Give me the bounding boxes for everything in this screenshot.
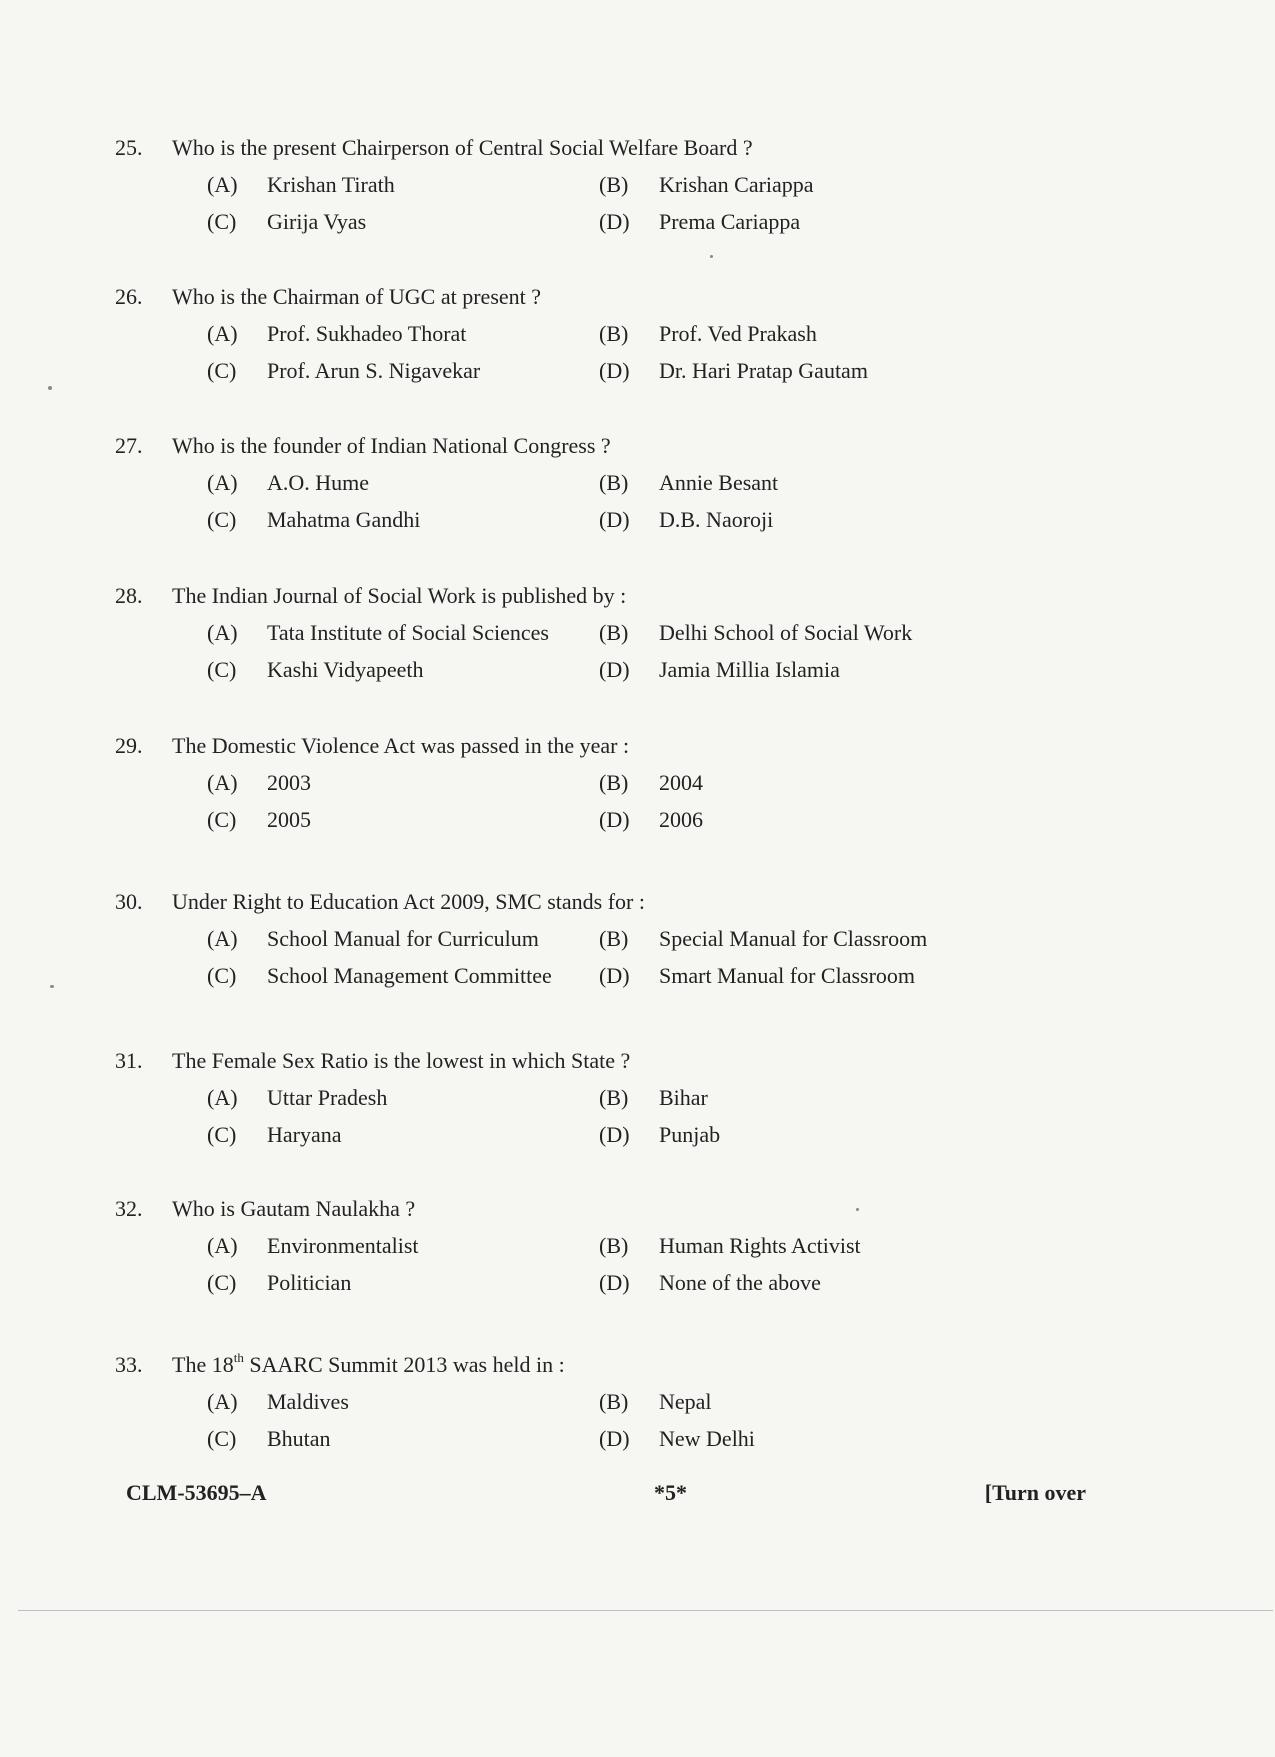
option-d: (D) Punjab <box>599 1122 721 1147</box>
question-33 <box>115 1346 1115 1457</box>
option-d: (D) None of the above <box>599 1270 821 1295</box>
question-number: 30. <box>115 889 143 914</box>
option-a: (A) 2003 <box>207 770 311 795</box>
question-number: 29. <box>115 733 143 758</box>
question-29 <box>115 727 1115 838</box>
question-30 <box>115 883 1115 994</box>
option-c: (C) Haryana <box>207 1122 342 1147</box>
option-b: (B) Bihar <box>599 1085 708 1110</box>
option-a: (A) Environmentalist <box>207 1233 419 1258</box>
option-c: (C) School Management Committee <box>207 963 552 988</box>
question-number: 33. <box>115 1352 143 1377</box>
option-c: (C) Girija Vyas <box>207 209 367 234</box>
question-text: The 18th SAARC Summit 2013 was held in : <box>172 1349 565 1377</box>
page-number: *5* <box>654 1480 687 1505</box>
superscript: th <box>233 1349 244 1365</box>
option-d: (D) Prema Cariappa <box>599 209 801 234</box>
question-31 <box>115 1042 1115 1153</box>
option-c: (C) Kashi Vidyapeeth <box>207 657 424 682</box>
question-text: Who is the Chairman of UGC at present ? <box>172 284 542 309</box>
option-b: (B) 2004 <box>599 770 703 795</box>
question-number: 31. <box>115 1048 143 1073</box>
scan-speck <box>856 1208 859 1211</box>
divider-line <box>18 1610 1273 1611</box>
question-text: Who is Gautam Naulakha ? <box>172 1196 416 1221</box>
question-number: 27. <box>115 433 143 458</box>
question-28 <box>115 577 1115 688</box>
scan-speck <box>50 985 54 988</box>
option-b: (B) Krishan Cariappa <box>599 172 814 197</box>
paper-code: CLM-53695–A <box>126 1480 267 1505</box>
question-25 <box>115 129 1115 240</box>
option-d: (D) Jamia Millia Islamia <box>599 657 840 682</box>
option-b: (B) Delhi School of Social Work <box>599 620 913 645</box>
scan-speck <box>48 386 52 390</box>
option-c: (C) Politician <box>207 1270 352 1295</box>
page-footer <box>126 1480 1086 1520</box>
option-b: (B) Special Manual for Classroom <box>599 926 928 951</box>
scan-speck <box>710 255 713 258</box>
option-d: (D) Dr. Hari Pratap Gautam <box>599 358 868 383</box>
option-a: (A) Krishan Tirath <box>207 172 395 197</box>
option-c: (C) 2005 <box>207 807 311 832</box>
question-27 <box>115 427 1115 538</box>
option-c: (C) Prof. Arun S. Nigavekar <box>207 358 481 383</box>
question-text: Who is the present Chairperson of Central Social Welfare Board ? <box>172 135 753 160</box>
option-d: (D) Smart Manual for Classroom <box>599 963 916 988</box>
option-b: (B) Nepal <box>599 1389 712 1414</box>
option-c: (C) Mahatma Gandhi <box>207 507 421 532</box>
option-a: (A) A.O. Hume <box>207 470 370 495</box>
option-d: (D) New Delhi <box>599 1426 755 1451</box>
option-a: (A) Maldives <box>207 1389 349 1414</box>
option-b: (B) Annie Besant <box>599 470 779 495</box>
question-text: The Domestic Violence Act was passed in the year : <box>172 733 630 758</box>
option-a: (A) Prof. Sukhadeo Thorat <box>207 321 467 346</box>
option-d: (D) 2006 <box>599 807 703 832</box>
question-number: 28. <box>115 583 143 608</box>
option-b: (B) Prof. Ved Prakash <box>599 321 817 346</box>
question-number: 26. <box>115 284 143 309</box>
question-text: The Female Sex Ratio is the lowest in which State ? <box>172 1048 631 1073</box>
option-b: (B) Human Rights Activist <box>599 1233 861 1258</box>
question-number: 25. <box>115 135 143 160</box>
question-number: 32. <box>115 1196 143 1221</box>
option-d: (D) D.B. Naoroji <box>599 507 774 532</box>
option-c: (C) Bhutan <box>207 1426 331 1451</box>
question-text: Who is the founder of Indian National Congress ? <box>172 433 611 458</box>
option-a: (A) Tata Institute of Social Sciences <box>207 620 549 645</box>
question-26 <box>115 278 1115 389</box>
question-32 <box>115 1190 1115 1301</box>
turn-over-note: [Turn over <box>984 1480 1086 1505</box>
option-a: (A) Uttar Pradesh <box>207 1085 388 1110</box>
question-text: The Indian Journal of Social Work is published by : <box>172 583 627 608</box>
question-text: Under Right to Education Act 2009, SMC stands for : <box>172 889 645 914</box>
option-a: (A) School Manual for Curriculum <box>207 926 539 951</box>
